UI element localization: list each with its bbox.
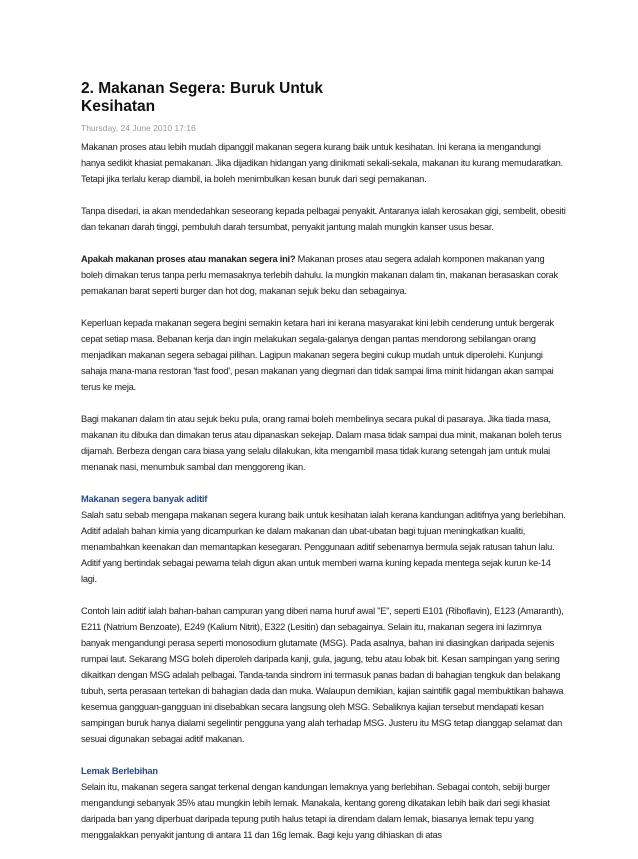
paragraph-additives: Salah satu sebab mengapa makanan segera kurang baik untuk kesihatan ialah kerana kandungan aditifnya yang berlebihan. Aditif adalah bahan kimia yang dicampurkan ke dalam makanan dan ubat-ubatan bagi tujuan meningkatkan kualiti, menambahkan keenakan dan memantapkan kesegaran. Penggunaan aditif sebenarnya bermula sejak ratusan tahun lalu. Aditif yang bertindak sebagai pewarna telah digun akan untuk memberi warna kuning kepada mentega sejak kurun ke-14 lagi. bbox=[81, 510, 566, 584]
title-line-1: 2. Makanan Segera: Buruk Untuk bbox=[81, 80, 324, 97]
article-date: Thursday, 24 June 2010 17:16 bbox=[81, 123, 196, 133]
paragraph-intro: Makanan proses atau lebih mudah dipanggil makanan segera kurang baik untuk kesihatan. Ini kerana ia mengandungi hanya sedikit khasiat pemakanan. Jika dijadikan hidangan yang dinikmati sekali-sekala, makanan itu kurang memudaratkan. Tetapi jika terlalu kerap diambil, ia boleh menimbulkan kesan buruk dari segi pemakanan. bbox=[81, 142, 563, 184]
paragraph-definition bbox=[81, 251, 566, 299]
section-heading-additives: Makanan segera banyak aditif bbox=[81, 494, 208, 504]
paragraph-demand: Keperluan kepada makanan segera begini semakin ketara hari ini kerana masyarakat kini lebih cenderung untuk bergerak cepat setiap masa. Bebanan kerja dan ingin melakukan segala-galanya dengan pantas mendorong sebilangan orang menjadikan makanan segera sebagai pilihan. Lagipun makanan segera begini cukup mudah untuk diperolehi. Kunjungi sahaja mana-mana restoran 'fast food', pesan makanan yang diegmari dan tidak sampai lima minit hidangan akan sampai terus ke meja. bbox=[81, 318, 554, 392]
section-heading-fat: Lemak Berlebihan bbox=[81, 766, 158, 776]
article-title bbox=[81, 80, 566, 116]
paragraph-fat: Selain itu, makanan segera sangat terkenal dengan kandungan lemaknya yang berlebihan. Sebagai contoh, sebiji burger mengandungi sebanyak 35% atau mungkin lebih lemak. Manakala, kentang goreng dikatakan lebih baik dari segi khasiat daripada ban yang diperbuat daripada tepung putih halus tetapi ia direndam dalam lemak, biasanya lemak tepu yang menggalakkan penyakit jantung di antara 11 dan 16g lemak. Bagi keju yang dihiaskan di atas bbox=[81, 782, 550, 840]
paragraph-msg: Contoh lain aditif ialah bahan-bahan campuran yang diberi nama huruf awal "E", seperti E101 (Riboflavin), E123 (Amaranth), E211 (Natrium Benzoate), E249 (Kalium Nitrit), E322 (Lesitin) dan sebagainya. Selain itu, makanan segera ini lazimnya banyak mengandungi perasa seperti monosodium glutamate (MSG). Pada asalnya, bahan ini diasingkan daripada sejenis rumpai laut. Sekarang MSG boleh diperoleh daripada kanji, gula, jagung, tebu atau lobak bit. Kesan sampingan yang sering dikaitkan dengan MSG adalah pelbagai. Tanda-tanda sindrom ini termasuk panas badan di bahagian tengkuk dan belakang tubuh, serta perasaan tertekan di bahagian dada dan muka. Walaupun demikian, kajian saintifik gagal membuktikan bahawa kesemua gangguan-gangguan ini disebabkan secara langsung oleh MSG. Sebaliknya kajian tersebut mendapati kesan sampingan buruk hanya dialami segelintir pengguna yang alah terhadap MSG. Justeru itu MSG tetap dianggap selamat dan sesuai digunakan sebagai aditif makanan. bbox=[81, 606, 564, 744]
title-line-2: Kesihatan bbox=[81, 98, 156, 115]
article bbox=[81, 80, 566, 859]
definition-text: Makanan proses atau segera adalah komponen makanan yang boleh dimakan terus tanpa perlu memasaknya terlebih dahulu. Ia mungkin makanan dalam tin, makanan berasaskan corak pemakanan barat seperti burger dan hot dog, makanan sejuk beku dan sebagainya. bbox=[81, 254, 558, 296]
question-lead: Apakah makanan proses atau manakan segera ini? bbox=[81, 254, 296, 264]
paragraph-diseases: Tanpa disedari, ia akan mendedahkan seseorang kepada pelbagai penyakit. Antaranya ialah kerosakan gigi, sembelit, obesiti dan tekanan darah tinggi, pembuluh darah tersumbat, penyakit jantung malah mungkin kanser usus besar. bbox=[81, 206, 566, 232]
paragraph-canned-food: Bagi makanan dalam tin atau sejuk beku pula, orang ramai boleh membelinya secara pukal di pasaraya. Jika tiada masa, makanan itu dibuka dan dimakan terus atau dipanaskan sekejap. Dalam masa tidak sampai dua minit, makanan boleh terus dijamah. Berbeza dengan cara biasa yang selalu dilakukan, kita mengambil masa tidak kurang setengah jam untuk mulai menanak nasi, menumbuk sambal dan menggoreng ikan. bbox=[81, 414, 562, 472]
